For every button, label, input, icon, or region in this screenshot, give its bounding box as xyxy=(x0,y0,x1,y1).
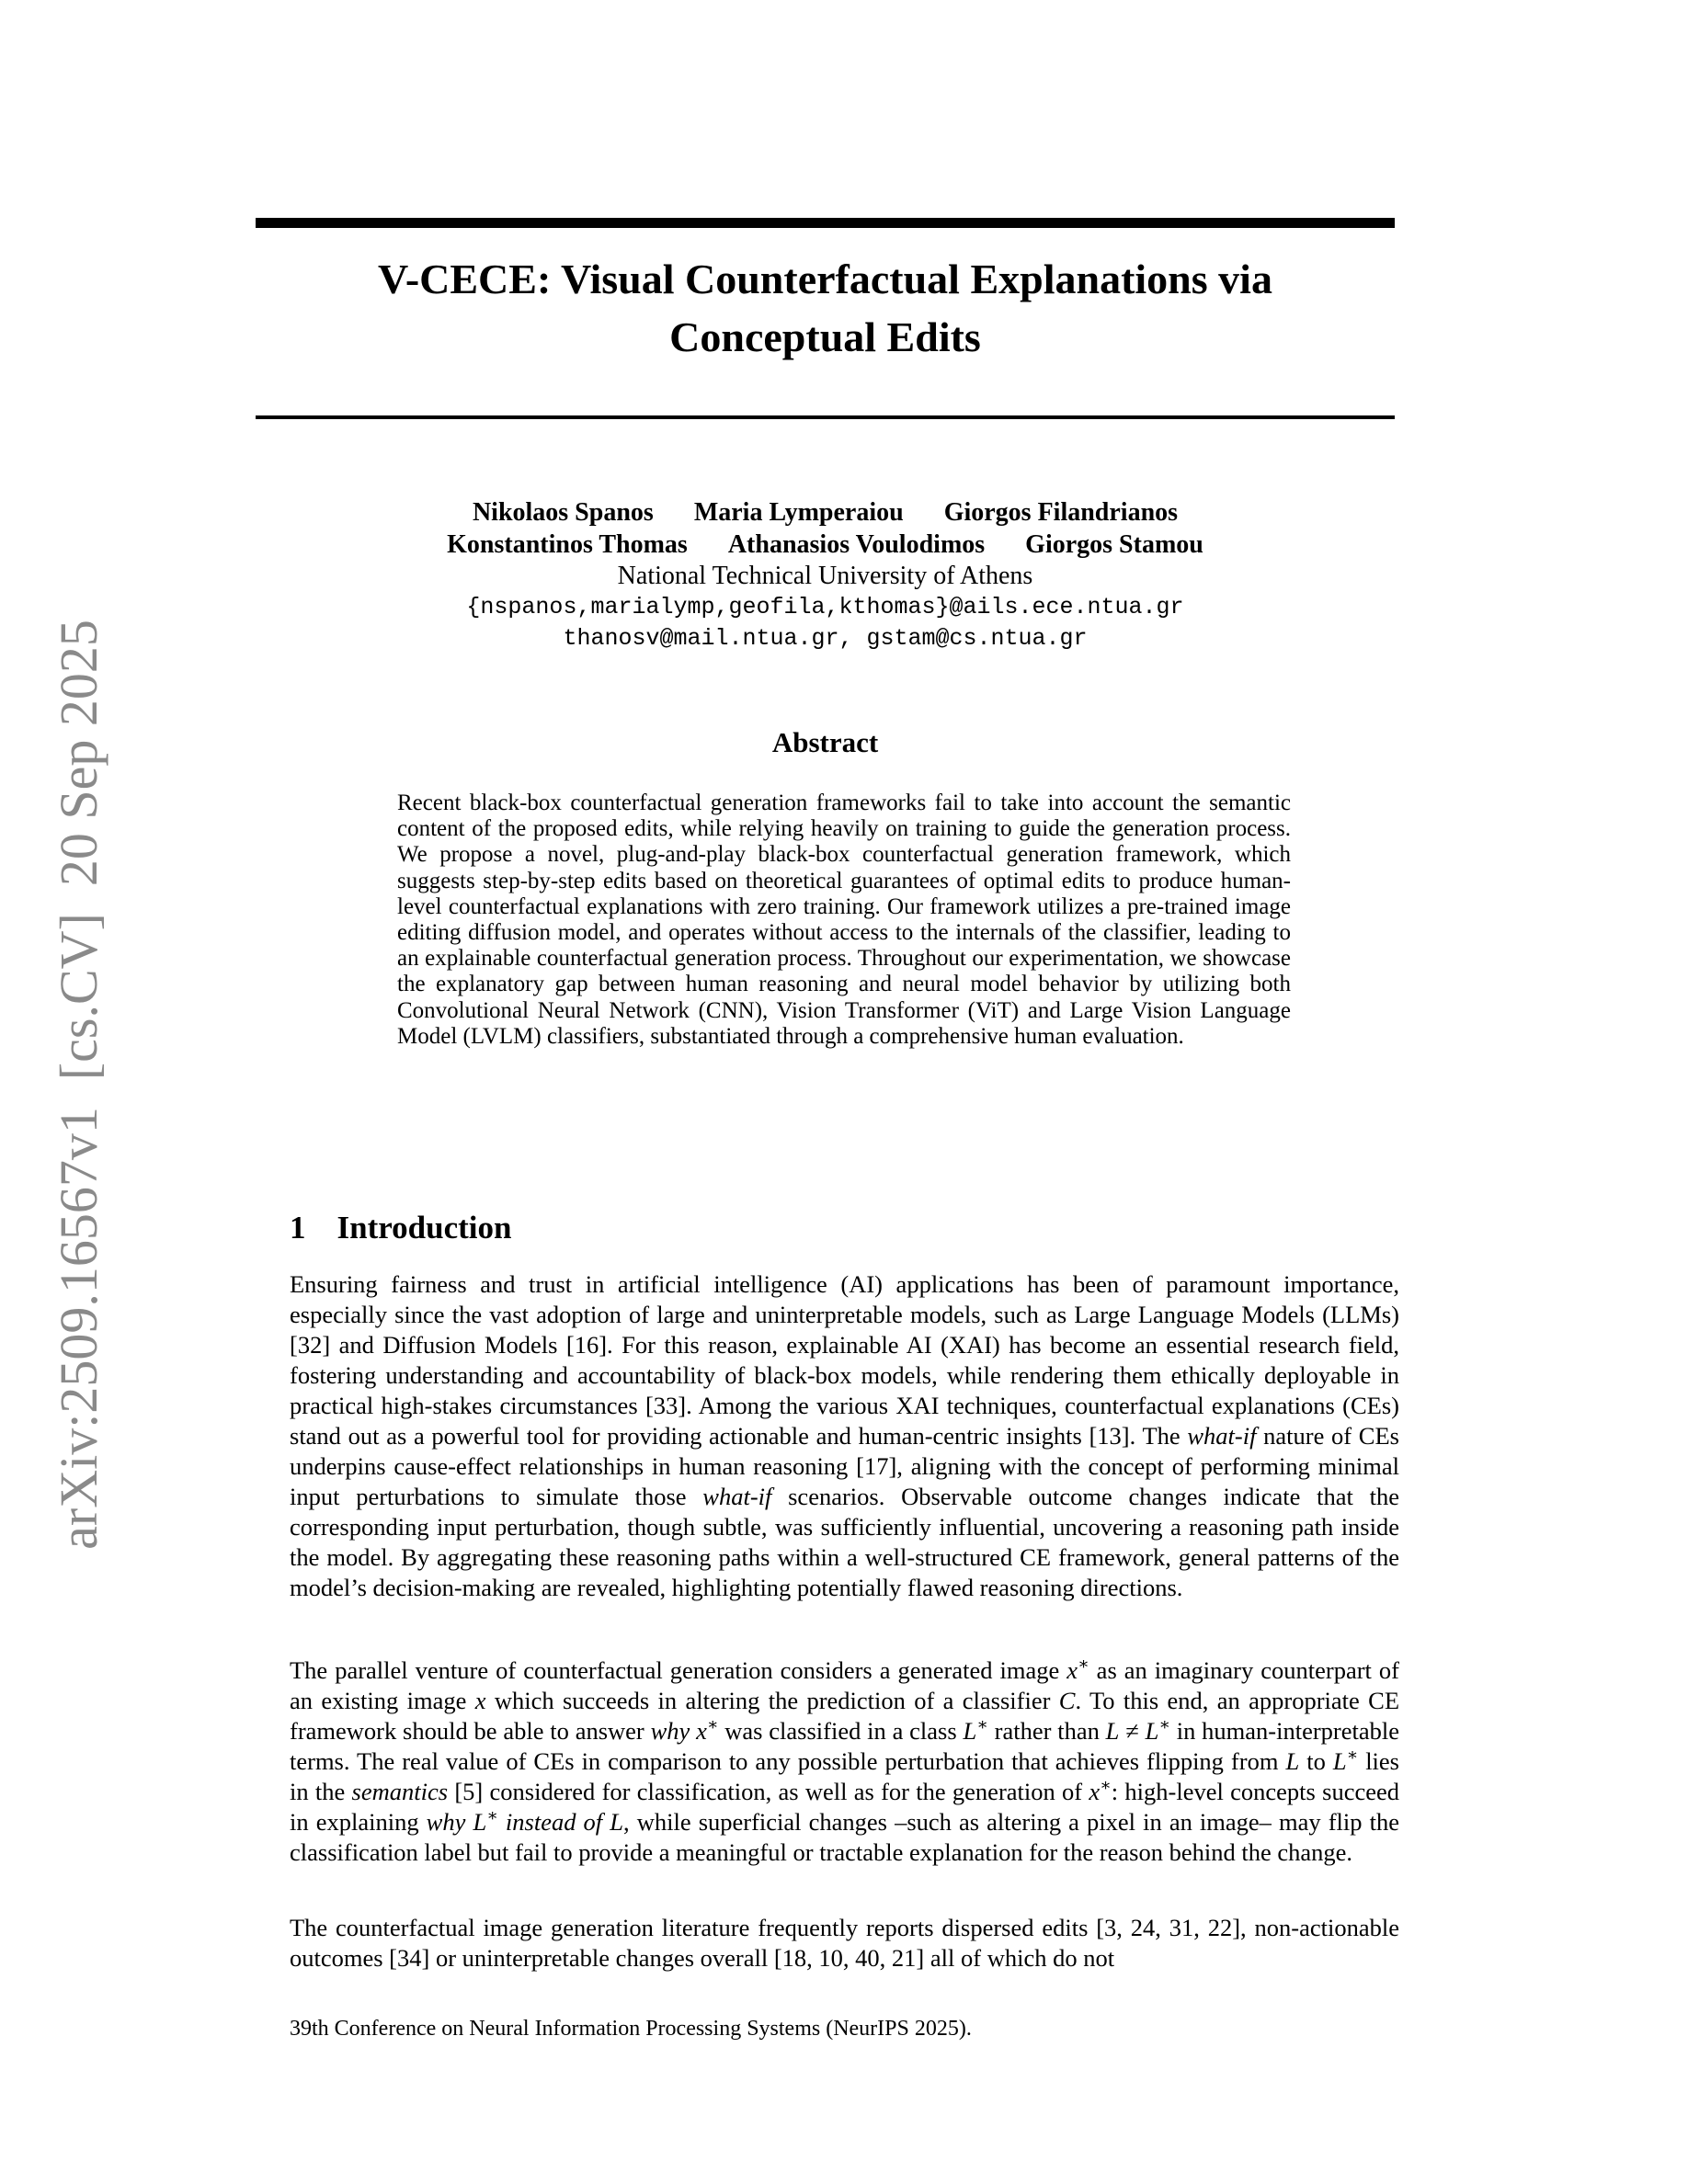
author-name: Giorgos Filandrianos xyxy=(943,498,1179,527)
section-title: Introduction xyxy=(336,1210,512,1246)
intro-paragraph-2: The parallel venture of counterfactual generation considers a generated image x∗ as an imaginary counterpart of an existing image x which succeeds in altering the prediction of a classifier C. To this end, an appropriate CE framework should be able to answer why x∗ was classified in a class L∗ rather than L ≠ L∗ in human-interpretable terms. The real value of CEs in comparison to any possible perturbation that achieves flipping from L to L∗ lies in the semantics [5] considered for classification, as well as for the generation of x∗: high-level concepts succeed in explaining why L∗ instead of L, while superficial changes –such as altering a pixel in an image– may flip the classification label but fail to provide a meaningful or tractable explanation for the reason behind the change. xyxy=(290,1655,1400,1866)
intro-paragraph-3: The counterfactual image generation literature frequently reports dispersed edits [3, 24, 31, 22], non-actionable outcomes [34] or uninterpretable changes overall [18, 10, 40, 21] all of which do not xyxy=(290,1914,1399,1972)
section-heading-introduction xyxy=(290,1210,511,1246)
affiliation: National Technical University of Athens xyxy=(617,562,1033,590)
email-line-1: {nspanos,marialymp,geofila,kthomas}@ails.ece.ntua.gr xyxy=(466,594,1184,620)
abstract-heading: Abstract xyxy=(771,726,879,758)
title-rule-top xyxy=(256,218,1395,228)
arxiv-watermark: arXiv:2509.16567v1 [cs.CV] 20 Sep 2025 xyxy=(49,620,108,1550)
paper-title-line2: Conceptual Edits xyxy=(669,313,981,360)
author-name: Athanasios Voulodimos xyxy=(727,530,986,559)
authors-block xyxy=(256,496,1395,654)
conference-footnote: 39th Conference on Neural Information Processing Systems (NeurIPS 2025). xyxy=(290,2017,972,2041)
paper-title-line1: V-CECE: Visual Counterfactual Explanations via xyxy=(378,256,1272,302)
author-name: Maria Lymperaiou xyxy=(693,498,904,527)
author-row-2 xyxy=(256,529,1395,561)
email-line-2: thanosv@mail.ntua.gr, gstam@cs.ntua.gr xyxy=(563,625,1088,652)
author-row-1 xyxy=(256,496,1395,529)
title-rule-bottom xyxy=(256,415,1395,419)
author-name: Giorgos Stamou xyxy=(1025,530,1203,559)
paper-title xyxy=(256,250,1395,366)
abstract-text: Recent black-box counterfactual generation frameworks fail to take into account the semantic content of the proposed edits, while relying heavily on training to guide the generation process. We propose a novel, plug-and-play black-box counterfactual generation framework, which suggests step-by-step edits based on theoretical guarantees of optimal edits to produce human-level counterfactual explanations with zero training. Our framework utilizes a pre-trained image editing diffusion model, and operates without access to the internals of the classifier, leading to an explainable counterfactual generation process. Throughout our experimentation, we showcase the explanatory gap between human reasoning and neural model behavior by utilizing both Convolutional Neural Network (CNN), Vision Transformer (ViT) and Large Vision Language Model (LVLM) classifiers, substantiated through a comprehensive human evaluation. xyxy=(397,791,1291,1049)
author-name: Nikolaos Spanos xyxy=(472,498,654,527)
section-number: 1 xyxy=(290,1210,306,1246)
intro-paragraph-1: Ensuring fairness and trust in artificial intelligence (AI) applications has been of paramount importance, especially since the vast adoption of large and uninterpretable models, such as Large Language Models (LLMs) [32] and Diffusion Models [16]. For this reason, explainable AI (XAI) has become an essential research field, fostering understanding and accountability of black-box models, while rendering them ethically deployable in practical high-stakes circumstances [33]. Among the various XAI techniques, counterfactual explanations (CEs) stand out as a powerful tool for providing actionable and human-centric insights [13]. The what-if nature of CEs underpins cause-effect relationships in human reasoning [17], aligning with the concept of performing minimal input perturbations to simulate those what-if scenarios. Observable outcome changes indicate that the corresponding input perturbation, though subtle, was sufficiently influential, uncovering a reasoning path inside the model. By aggregating these reasoning paths within a well-structured CE framework, general patterns of the model’s decision-making are revealed, highlighting potentially flawed reasoning directions. xyxy=(290,1270,1399,1601)
author-name: Konstantinos Thomas xyxy=(447,530,688,559)
